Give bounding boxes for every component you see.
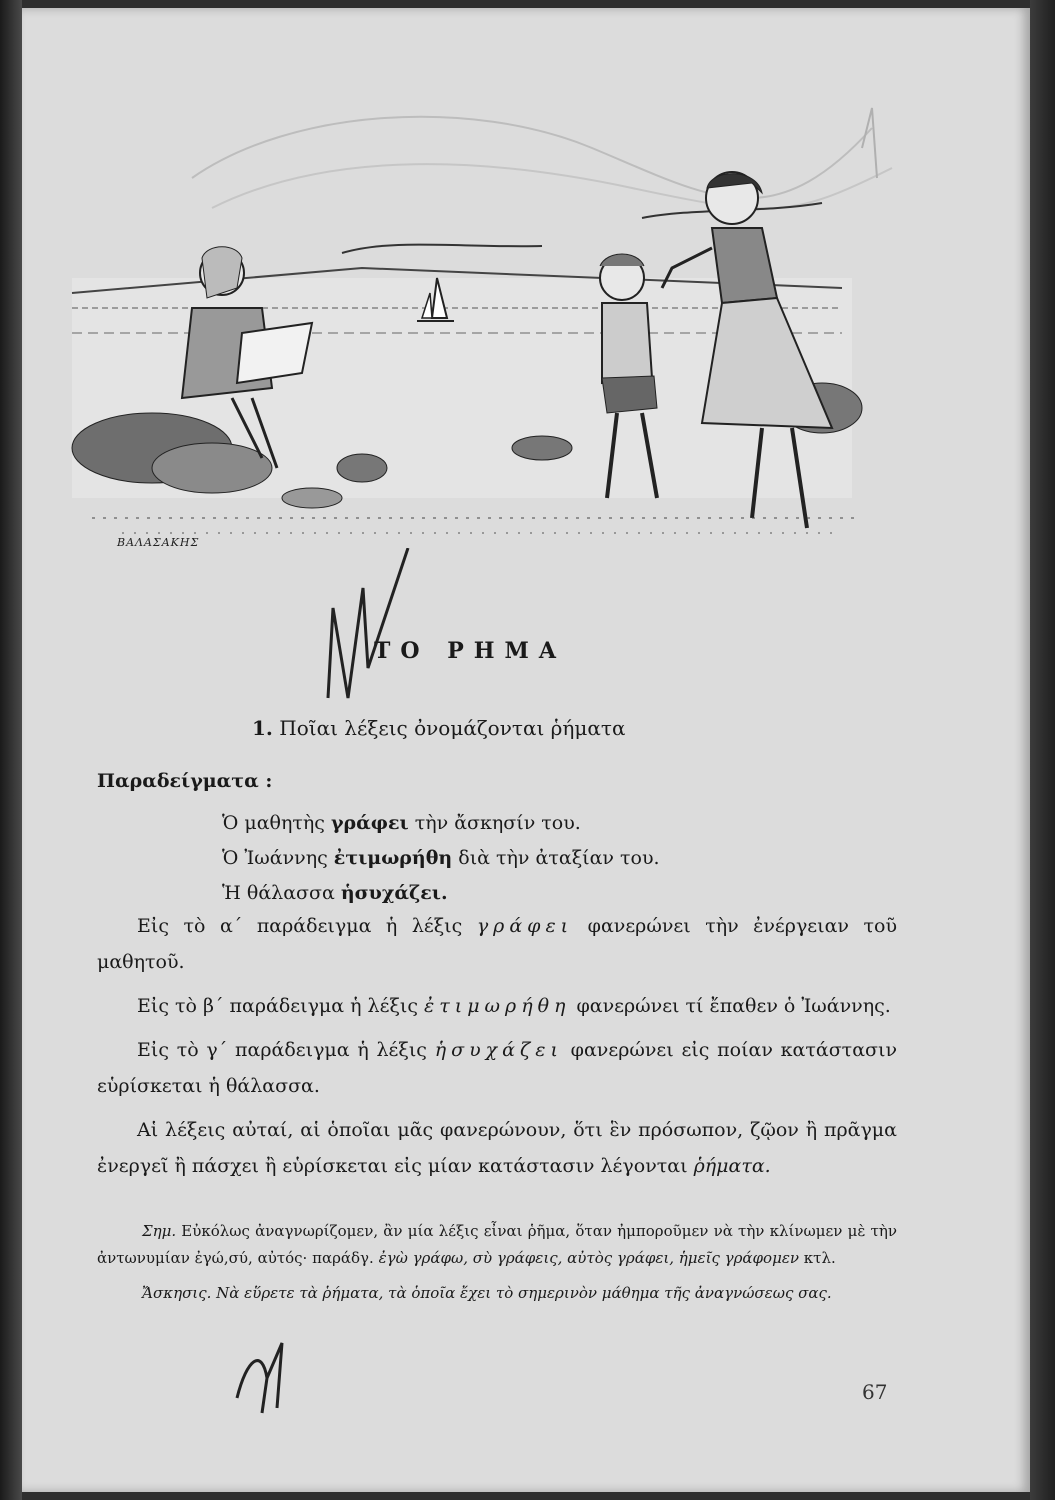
paragraph-text: φανερώνει εἰς ποίαν κατάστασιν εὑρίσκεται ἡ θάλασσα. [97, 1039, 897, 1097]
section-number: 1. [252, 716, 273, 740]
spaced-word: γράφει [476, 915, 574, 937]
section-title: Ποῖαι λέξεις ὀνομάζονται ῥήματα [279, 716, 626, 740]
paragraph-text: Εἰς τὸ α΄ παράδειγμα ἡ λέξις [137, 915, 477, 937]
note-label: Σημ. [142, 1222, 177, 1240]
example-verb: ἡσυχάζει. [340, 882, 448, 904]
chapter-title: ΤΟ ΡΗΜΑ [374, 638, 566, 664]
note [97, 1218, 897, 1272]
illustrator-signature: ΒΑΛΑΣΑΚΗΣ [117, 536, 200, 549]
example-text: διὰ τὴν ἀταξίαν του. [452, 847, 660, 869]
example-text: Ὁ μαθητὴς [222, 812, 331, 834]
body-text [97, 908, 897, 1192]
paragraph-text: Εἰς τὸ γ΄ παράδειγμα ἡ λέξις [137, 1039, 435, 1061]
page-number: 67 [862, 1380, 888, 1404]
italic-word: ῥήματα. [693, 1155, 771, 1177]
section-heading [252, 716, 625, 740]
note-section [97, 1218, 897, 1315]
paragraph [97, 1112, 897, 1184]
book-spine [0, 0, 22, 1500]
example-text: Ὁ Ἰωάννης [222, 847, 334, 869]
book-edge [1030, 0, 1055, 1500]
spaced-word: ἡσυχάζει [434, 1039, 563, 1061]
paragraph [97, 1032, 897, 1104]
example-text: τὴν ἄσκησίν του. [408, 812, 581, 834]
note-end: κτλ. [799, 1249, 836, 1267]
exercise-text: Νὰ εὕρετε τὰ ῥήματα, τὰ ὁποῖα ἔχει τὸ σημερινὸν μάθημα τῆς ἀναγνώσεως σας. [211, 1284, 832, 1302]
paragraph-text: Αἱ λέξεις αὐταί, αἱ ὁποῖαι μᾶς φανερώνουν, ὅτι ἓν πρόσωπον, ζῷον ἢ πρᾶγμα ἐνεργεῖ ἢ πάσχει ἢ εὑρίσκεται εἰς μίαν κατάστασιν λέγονται [97, 1119, 897, 1177]
paragraph-text: Εἰς τὸ β΄ παράδειγμα ἡ λέξις [137, 995, 425, 1017]
paragraph [97, 908, 897, 980]
spaced-word: ἐτιμωρήθη [424, 995, 571, 1017]
exercise-label: Ἄσκησις. [142, 1284, 212, 1302]
example-text: Ἡ θάλασσα [222, 882, 341, 904]
example-verb: ἐτιμωρήθη [333, 847, 453, 869]
example-verb: γράφει [330, 812, 409, 834]
beach-illustration [62, 158, 872, 558]
note-text: Εὐκόλως ἀναγνωρίζομεν, ἂν μία λέξις εἶναι ῥῆμα, ὅταν ἠμποροῦμεν νὰ τὴν κλίνωμεν μὲ τὴν ἀντωνυμίαν ἐγώ,σύ, αὐτός· παράδγ. [97, 1222, 897, 1267]
examples-label: Παραδείγματα : [97, 770, 273, 792]
paragraph [97, 988, 897, 1024]
examples-list [222, 806, 660, 911]
paragraph-text: φανερώνει τί ἔπαθεν ὁ Ἰωάννης. [570, 995, 891, 1017]
handwritten-signature-mark [232, 1338, 302, 1418]
book-page [22, 8, 1030, 1492]
handwritten-mark [318, 548, 438, 708]
note-examples: ἐγὼ γράφω, σὺ γράφεις, αὐτὸς γράφει, ἡμεῖς γράφομεν [378, 1249, 799, 1267]
example-sentence [222, 876, 660, 911]
paragraph-text: φανερώνει τὴν ἐνέργειαν τοῦ μαθητοῦ. [97, 915, 897, 973]
exercise [97, 1280, 897, 1307]
example-sentence [222, 806, 660, 841]
example-sentence [222, 841, 660, 876]
